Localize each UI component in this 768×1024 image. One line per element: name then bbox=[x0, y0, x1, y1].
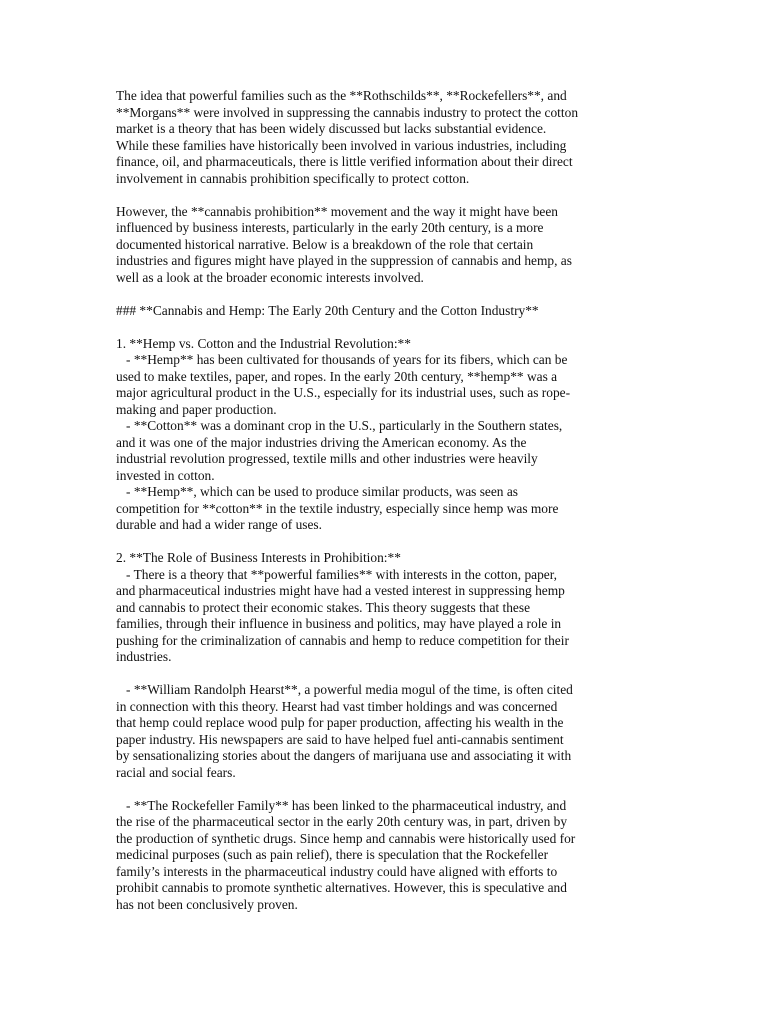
text-line: finance, oil, and pharmaceuticals, there is little verified information about their direct bbox=[116, 154, 573, 169]
text-line: - **Hemp**, which can be used to produce similar products, was seen as bbox=[116, 484, 518, 499]
text-line: prohibit cannabis to promote synthetic alternatives. However, this is speculative and bbox=[116, 880, 567, 895]
paragraph-gap bbox=[116, 781, 656, 798]
text-line: - **William Randolph Hearst**, a powerful media mogul of the time, is often cited bbox=[116, 682, 573, 697]
paragraph-gap bbox=[116, 534, 656, 551]
text-line: has not been conclusively proven. bbox=[116, 896, 298, 912]
text-line: durable and had a wider range of uses. bbox=[116, 517, 322, 532]
text-line: - There is a theory that **powerful families** with interests in the cotton, paper, bbox=[116, 566, 557, 582]
text-line: - **Cotton** was a dominant crop in the U.S., particularly in the Southern states, bbox=[116, 418, 563, 433]
paragraph-rockefeller bbox=[116, 798, 656, 914]
text-line: The idea that powerful families such as the **Rothschilds**, **Rockefellers**, and bbox=[116, 88, 567, 103]
paragraph-however bbox=[116, 204, 656, 287]
text-line: **Morgans** were involved in suppressing the cannabis industry to protect the cotton bbox=[116, 104, 579, 120]
text-line: 2. **The Role of Business Interests in Prohibition:** bbox=[116, 550, 401, 565]
list-item-business-interests bbox=[116, 550, 656, 666]
text-line: major agricultural product in the U.S., especially for its industrial uses, such as rope- bbox=[116, 385, 571, 400]
text-line: and cannabis to protect their economic stakes. This theory suggests that these bbox=[116, 599, 531, 615]
text-line: involvement in cannabis prohibition specifically to protect cotton. bbox=[116, 170, 470, 186]
heading-line: ### **Cannabis and Hemp: The Early 20th Century and the Cotton Industry** bbox=[116, 302, 539, 318]
text-line: However, the **cannabis prohibition** movement and the way it might have been bbox=[116, 203, 558, 219]
text-line: - **The Rockefeller Family** has been linked to the pharmaceutical industry, and bbox=[116, 797, 567, 813]
text-line: and it was one of the major industries driving the American economy. As the bbox=[116, 434, 527, 450]
text-line: industries and figures might have played in the suppression of cannabis and hemp, as bbox=[116, 253, 572, 268]
paragraph-gap bbox=[116, 666, 656, 683]
text-line: family’s interests in the pharmaceutical industry could have aligned with efforts to bbox=[116, 863, 558, 879]
document-body bbox=[116, 88, 656, 913]
paragraph-gap bbox=[116, 286, 656, 303]
text-line: and pharmaceutical industries might have had a vested interest in suppressing hemp bbox=[116, 583, 565, 598]
text-line: used to make textiles, paper, and ropes. In the early 20th century, **hemp** was a bbox=[116, 368, 558, 384]
text-line: 1. **Hemp vs. Cotton and the Industrial Revolution:** bbox=[116, 335, 411, 351]
text-line: While these families have historically been involved in various industries, including bbox=[116, 137, 567, 153]
text-line: well as a look at the broader economic interests involved. bbox=[116, 269, 424, 285]
text-line: paper industry. His newspapers are said to have helped fuel anti-cannabis sentiment bbox=[116, 731, 564, 747]
paragraph-gap bbox=[116, 319, 656, 336]
text-line: documented historical narrative. Below is a breakdown of the role that certain bbox=[116, 236, 534, 252]
text-line: families, through their influence in business and politics, may have played a role in bbox=[116, 616, 562, 631]
text-line: racial and social fears. bbox=[116, 764, 236, 780]
text-line: the production of synthetic drugs. Since hemp and cannabis were historically used for bbox=[116, 830, 576, 846]
paragraph-hearst bbox=[116, 682, 656, 781]
text-line: industries. bbox=[116, 649, 172, 664]
text-line: the rise of the pharmaceutical sector in the early 20th century was, in part, driven by bbox=[116, 814, 568, 829]
text-line: competition for **cotton** in the textile industry, especially since hemp was more bbox=[116, 500, 559, 516]
text-line: medicinal purposes (such as pain relief), there is speculation that the Rockefeller bbox=[116, 847, 549, 862]
text-line: industrial revolution progressed, textile mills and other industries were heavily bbox=[116, 451, 538, 466]
text-line: invested in cotton. bbox=[116, 467, 215, 483]
text-line: in connection with this theory. Hearst had vast timber holdings and was concerned bbox=[116, 698, 558, 714]
text-line: influenced by business interests, particularly in the early 20th century, is a more bbox=[116, 220, 544, 235]
text-line: by sensationalizing stories about the dangers of marijuana use and associating it with bbox=[116, 748, 572, 763]
text-line: market is a theory that has been widely discussed but lacks substantial evidence. bbox=[116, 121, 547, 136]
section-heading bbox=[116, 303, 656, 320]
list-item-hemp-vs-cotton bbox=[116, 336, 656, 534]
text-line: making and paper production. bbox=[116, 401, 277, 417]
paragraph-intro bbox=[116, 88, 656, 187]
text-line: pushing for the criminalization of cannabis and hemp to reduce competition for their bbox=[116, 632, 569, 648]
text-line: that hemp could replace wood pulp for paper production, affecting his wealth in the bbox=[116, 715, 564, 730]
paragraph-gap bbox=[116, 187, 656, 204]
text-line: - **Hemp** has been cultivated for thousands of years for its fibers, which can be bbox=[116, 352, 568, 367]
